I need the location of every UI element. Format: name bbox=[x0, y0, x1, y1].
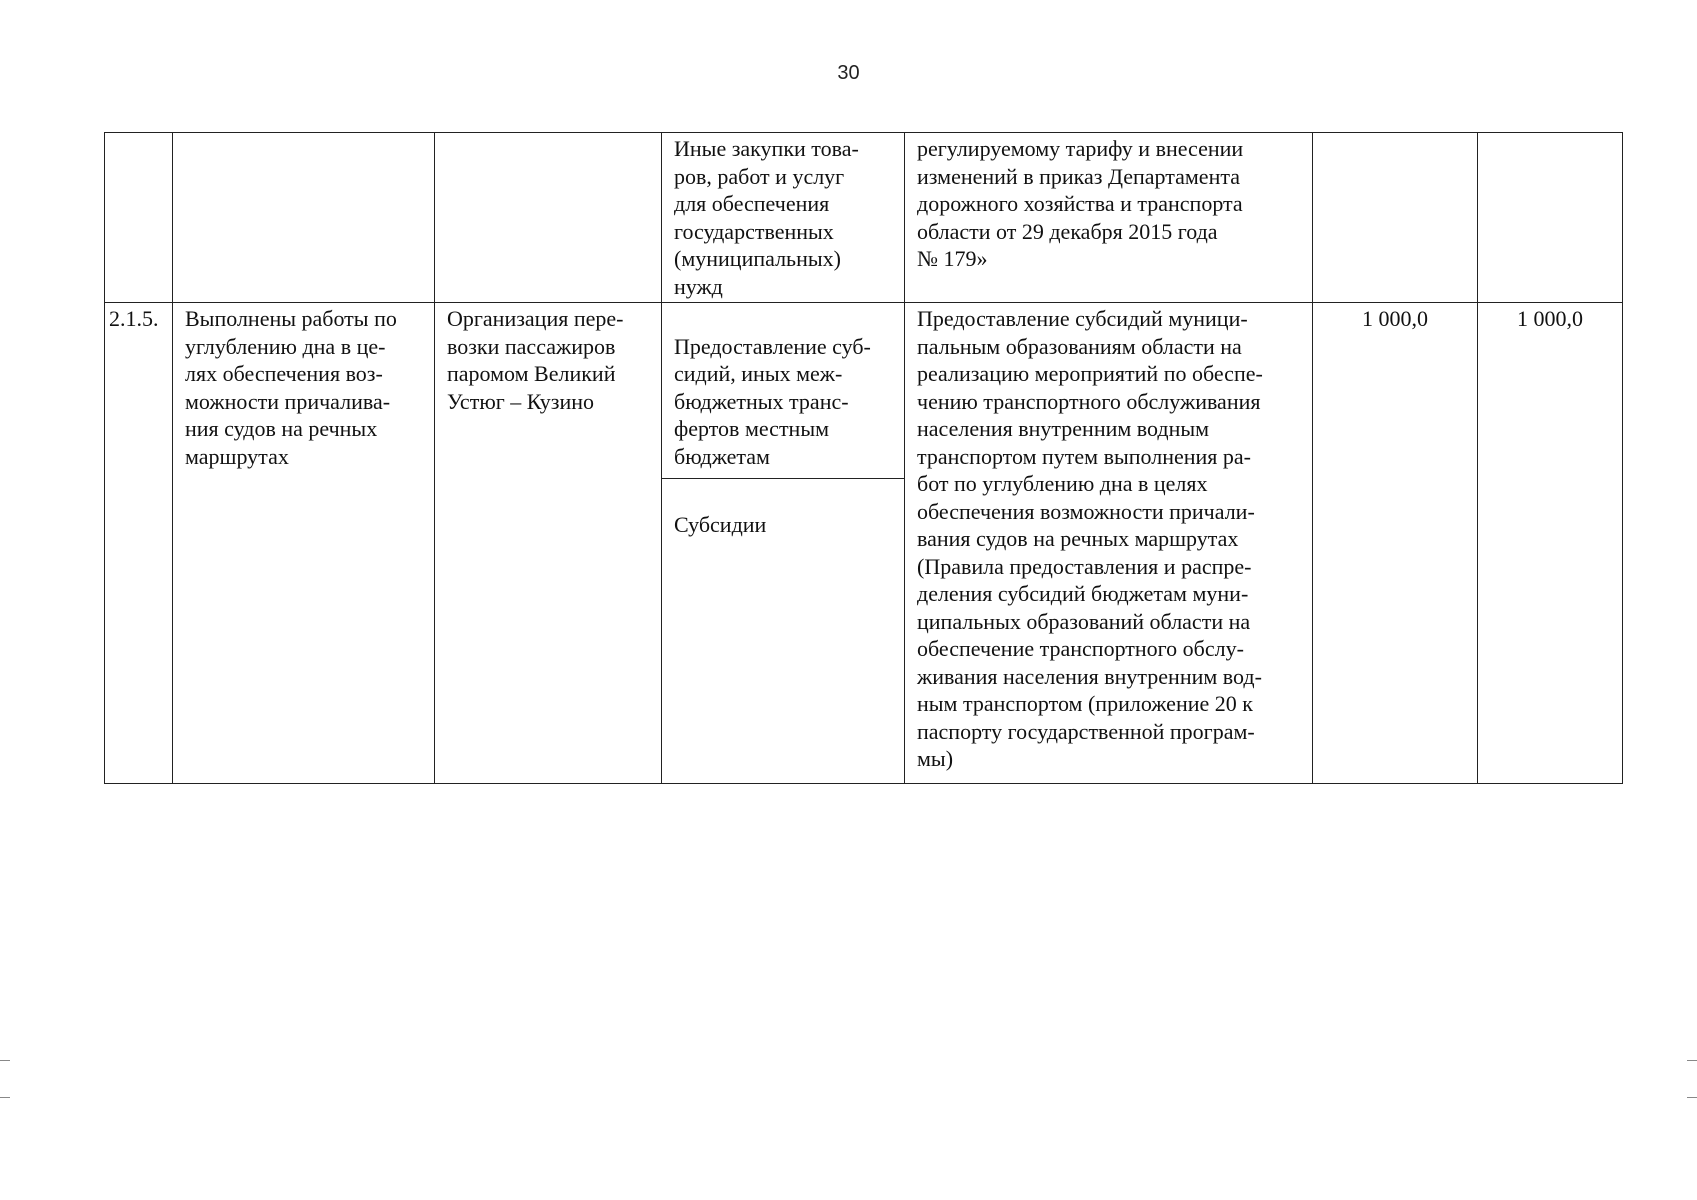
program-table bbox=[104, 132, 1623, 784]
amount-cell-2 bbox=[1478, 133, 1623, 303]
amount-cell-2: 1 000,0 bbox=[1478, 303, 1623, 784]
description-cell: Предоставление субсидий муници- пальным образованиям области на реализацию мероприятий по обеспе- чению транспортного обслуживания населения внутренним водным транспортом путем выполнения ра- бот по углублению дна в целях обеспечения возможности причали- вания судов на речных маршрутах (Правила предоставления и распре- деления субсидий бюджетам муни- ципальных образований области на обеспечение транспортного обслу- живания населения внутренним вод- ным транспортом (приложение 20 к паспорту государственной програм- мы) bbox=[905, 303, 1313, 784]
expense-type-cell bbox=[662, 303, 905, 784]
event-cell bbox=[435, 133, 662, 303]
expense-subtype-text: Субсидии bbox=[674, 511, 767, 537]
expense-type-text: Предоставление суб- сидий, иных меж- бюджетных транс- фертов местным бюджетам bbox=[662, 331, 904, 480]
expense-type-cell: Иные закупки това- ров, работ и услуг для обеспечения государственных (муниципальных) нужд bbox=[662, 133, 905, 303]
result-cell bbox=[173, 133, 435, 303]
page-number: 30 bbox=[837, 62, 860, 84]
scan-edge-mark-right bbox=[1687, 1060, 1697, 1098]
table-row bbox=[105, 303, 1623, 784]
event-cell: Организация пере- возки пассажиров паромом Великий Устюг – Кузино bbox=[435, 303, 662, 784]
table-row bbox=[105, 133, 1623, 303]
amount-cell-1: 1 000,0 bbox=[1313, 303, 1478, 784]
scan-edge-mark-left bbox=[0, 1060, 10, 1098]
row-number-cell bbox=[105, 133, 173, 303]
amount-cell-1 bbox=[1313, 133, 1478, 303]
description-cell: регулируемому тарифу и внесении изменений в приказ Департамента дорожного хозяйства и транспорта области от 29 декабря 2015 года № 179» bbox=[905, 133, 1313, 303]
row-number-cell: 2.1.5. bbox=[105, 303, 173, 784]
result-cell: Выполнены работы по углублению дна в це- лях обеспечения воз- можности причалива- ния судов на речных маршрутах bbox=[173, 303, 435, 784]
